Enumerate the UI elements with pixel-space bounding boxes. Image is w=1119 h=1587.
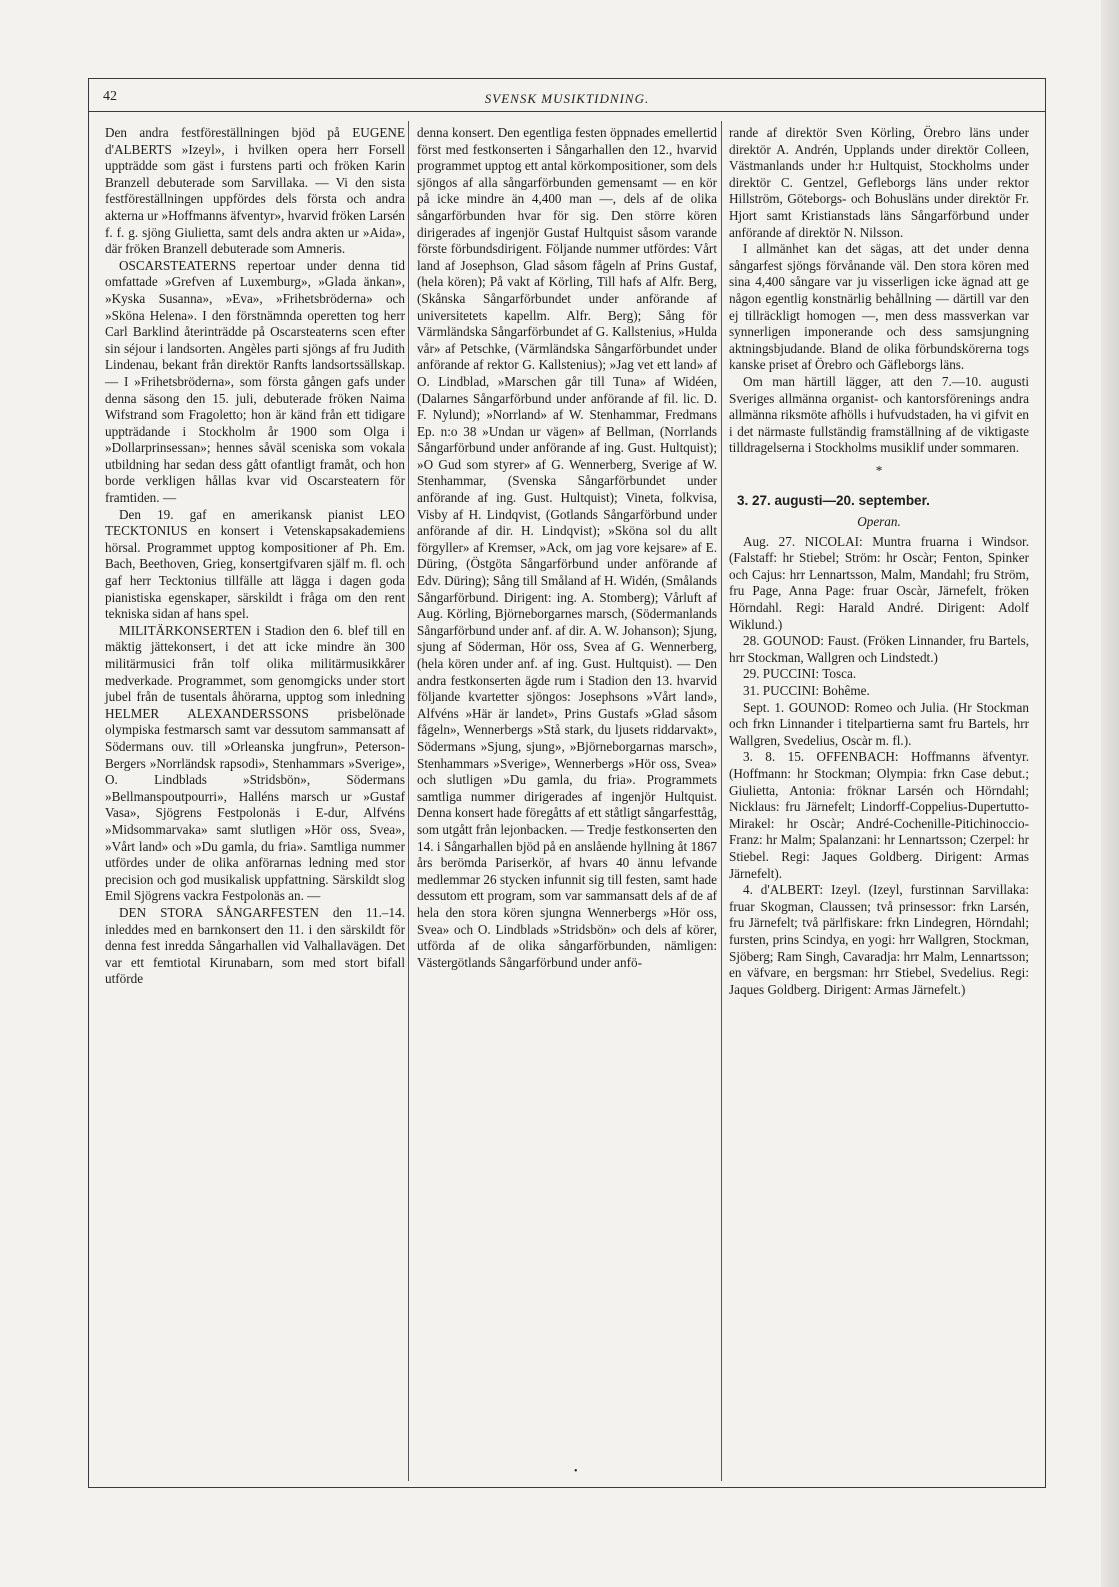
paragraph: Den 19. gaf en amerikansk pianist LEO TECKTONIUS en konsert i Vetenskapsakademiens hörsal. Programmet upptog kompositioner af Ph. Em. Bach, Beethoven, Grieg, konsertgifvaren själf m. fl. och gaf herr Tecktonius tillfälle att lägga i dagen goda pianistiska egenskaper, särskildt i fråga om den rent tekniska sidan af hans spel. (105, 506, 405, 622)
page-number: 42 (103, 89, 117, 104)
subsection-title: Operan. (857, 514, 901, 530)
paragraph: denna konsert. Den egentliga festen öppnades emellertid först med festkonserten i Sångarhallen den 12., hvarvid programmet upptog ett antal körkompositioner, som dels sjöngos af alla sångarförbunden gemensamt — en kör på icke mindre än 4,400 man —, dels af de olika sångarförbunden hvar för sig. Den större kören dirigerades af ingenjör Gustaf Hultquist såsom varande förste förbundsdirigent. Följande nummer utfördes: Vårt land af Josephson, Glad såsom fågeln af Prins Gustaf, (hela kören); På vakt af Körling, Till hafs af Alfr. Berg, (Skånska Sångarförbundet under anförande af universitetets kapellm. Alfr. Berg); Sång för Värmländska Sångarförbundet af G. Kallstenius, »Hulda vår» af Petschke, (Värmländska Sångarförbundet under anförande af rektor G. Kallstenius); »Jag vet ett land» af O. Lindblad, »Marschen går till Tuna» af Widéen, (Dalarnes Sångarförbund under anförande af fil. lic. D. F. Nylund); »Norrland» af W. Stenhammar, Fredmans Ep. n:o 38 »Undan ur vägen» af Bellman, (Norrlands Sångarförbund under anförande af ing. Gust. Hultquist); »O Gud som styrer» af G. Wennerberg, Sverige af W. Stenhammar, (Svenska Sångarförbundet under anförande af ing. Gust. Hultquist); Vineta, folkvisa, Visby af H. Lindqvist, (Gotlands Sångarförbund under anförande af dir. H. Lindqvist); »Sköna sol du allt förgyller» af Kremser, »Ack, om jag vore kejsare» af E. Düring, (Östgöta Sångarförbund under anförande af Edv. Düring); Sång till Småland af H. Widén, (Smålands Sångarförbund. Dirigent: ing. A. Stomberg); Vårluft af Aug. Körling, Björneborgarnes marsch, (Södermanlands Sångarförbund under anf. af dir. A. W. Johanson); Sjung, sjung af Söderman, Hör oss, Svea af G. Wennerberg, (hela kören under anf. af ing. Gust. Hultquist). — Den andra festkonserten ägde rum i Stadion den 13. hvarvid följande kvartetter sjöngos: Josephsons »Vårt land», Alfvéns »Här är landet», Prins Gustafs »Glad såsom fågeln», Wennerbergs »Stå stark, du ljusets riddarvakt», Södermans »Sjung, sjung», »Björneborgarnas marsch», Stenhammars »Sverige», Wennerbergs »Hör oss, Svea» och slutligen »Du gamla, du fria». Programmets samtliga nummer dirigerades af ingenjör Hultquist. Denna konsert hade föregåtts af ett ståtligt sångarfesttåg, som utgått från lejonbacken. — Tredje festkonserten den 14. i Sångarhallen bjöd på en anslående hyllning åt 1867 års berömda Pariserkör, af hvars 40 ännu lefvande medlemmar 26 stycken infunnit sig till festen, samt hade dessutom ett program, som var sammansatt dels af de af hela den stora kören sjungna Wennerbergs »Hör oss, Svea» och O. Lindblads »Stridsbön» och dels af körer, utförda af de olika sångarförbunden, nämligen: Västergötlands Sångarförbund under anfö- (417, 125, 717, 970)
performance-entry: Aug. 27. NICOLAI: Muntra fruarna i Windsor. (Falstaff: hr Stiebel; Ström: hr Oscàr; Fenton, Spinker och Cajus: hrr Lennartsson, Malm, Mandahl; fru Ström, fru Page, Anna Page: fruar Oscàr, Järnefelt, fröken Hörndahl. Regi: Harald André. Dirigent: Adolf Wiklund.) (729, 533, 1029, 632)
performance-entry: 28. GOUNOD: Faust. (Fröken Linnander, fru Bartels, hrr Stockman, Wallgren och Lindstedt.) (729, 633, 1029, 665)
section-title: 3. 27. augusti—20. september. (737, 493, 930, 509)
journal-title: SVENSK MUSIKTIDNING. (484, 91, 650, 106)
paragraph: Om man härtill lägger, att den 7.—10. augusti Sveriges allmänna organist- och kantorsförenings andra allmänna riksmöte afhölls i hufvudstaden, ha vi gifvit en i det närmaste fullständig framställning af de viktigaste tilldragelserna i Stockholms musiklif under sommaren. (729, 373, 1029, 456)
performance-entry: 29. PUCCINI: Tosca. (743, 666, 857, 682)
column-divider (408, 121, 409, 1481)
paragraph: Den andra festföreställningen bjöd på EUGENE d'ALBERTS »Izeyl», i hvilken opera herr Forsell uppträdde som gäst i furstens parti och fröken Karin Branzell debuterade som Sarvillaka. — Vi den sista festföreställningen uppfördes dels första och andra akterna ur »Hoffmanns äfventyr», hvarvid fröken Larsén f. f. g. sjöng Giulietta, samt dels andra akten ur »Aida», där fröken Branzell debuterade som Amneris. (105, 125, 405, 257)
column-1 (105, 125, 405, 988)
column-divider (721, 121, 722, 1481)
paragraph: OSCARSTEATERNS repertoar under denna tid omfattade »Grefven af Luxemburg», »Glada änkan», »Kyska Susanna», »Eva», »Frihetsbröderna» och »Sköna Helena». I den förstnämnda operetten tog herr Carl Barklind återinträdde på Oscarsteaterns scen efter sin séjour i landsorten. Angèles parti sjöngs af fru Judith Lindenau, bekant från direktör Ranfts landsortssällskap. — I »Frihetsbröderna», som första gången gafs under denna säsong den 15. juli, debuterade fröken Naima Wifstrand som Fragoletto; hon är känd från ett tidigare uppträdande i Stockholm år 1900 som Olga i »Dollarprinsessan»; hennes såväl sceniska som vokala utbildning har sedan dess gått ofantligt framåt, och hon borde verkligen hållas kvar vid Oscarsteatern för framtiden. — (105, 257, 405, 506)
performance-entry: 31. PUCCINI: Bohême. (743, 683, 870, 698)
paragraph: rande af direktör Sven Körling, Örebro läns under direktör A. Andrén, Upplands under direktör Colleen, Västmanlands under h:r Hultquist, Stockholms under direktör C. Gentzel, Gefleborgs läns under rektor Hillström, Göteborgs- och Bohusläns under direktör Fr. Hjort samt Kristianstads läns Sångarförbund under anförande af direktör N. Nilsson. (729, 125, 1029, 240)
performance-entry: 3. 8. 15. OFFENBACH: Hoffmanns äfventyr. (Hoffmann: hr Stockman; Olympia: frkn Case debut.; Giulietta, Antonia: fröknar Larsén och Hörndahl; Nicklaus: fru Järnefelt; Lindorff-Coppelius-Dupertutto-Mirakel: hr Oscàr; André-Cochenille-Pitichinoccio-Franz: hr Malm; Spalanzani: hr Lennartsson; Czerpel: hr Stiebel. Regi: Jaques Goldberg. Dirigent: Armas Järnefelt). (729, 749, 1029, 881)
scan-edge (1101, 0, 1119, 1587)
section-separator: * (875, 462, 883, 478)
column-2 (417, 125, 717, 971)
column-3 (729, 125, 1029, 998)
page-frame (88, 78, 1046, 1488)
running-header (89, 79, 1045, 112)
paragraph: MILITÄRKONSERTEN i Stadion den 6. blef till en mäktig jättekonsert, i det att icke mindre än 300 militärmusici från tolf olika militärmusikkårer medverkade. Programmet, som genomgicks under stort jubel från de tusentals åhörarna, upptog som inledning HELMER ALEXANDERSSONS prisbelönade olympiska festmarsch samt var dessutom sammansatt af Södermans ouv. till »Orleanska jungfrun», Peterson-Bergers »Norrländsk rapsodi», Stenhammars »Sverige», O. Lindblads »Stridsbön», Södermans »Bellmanspoutpourri», Halléns marsch ur »Gustaf Vasa», Sjögrens Festpolonäs i E-dur, Alfvéns »Midsommarvaka» samt slutligen »Hör oss, Svea», »Vårt land» och »Du gamla, du fria». Samtliga nummer utfördes under de olika anförarnas ledning med stor precision och god musikalisk uppfattning. Särskildt slog Emil Sjögrens vackra Festpolonäs an. — (105, 622, 405, 904)
paragraph: I allmänhet kan det sägas, att det under denna sångarfest sjöngs förvånande väl. Den stora kören med sina 4,400 sångare var ju visserligen icke ägnad att ge någon egentlig konstnärlig behållning — därtill var den ej tillräckligt homogen —, men dess massverkan var synnerligen imponerande och dess samsjungning aktningsbjudande. Bland de olika förbundskörerna togs kanske priset af Örebro och Gäfleborgs läns. (729, 241, 1029, 373)
paragraph: DEN STORA SÅNGARFESTEN den 11.–14. inleddes med en barnkonsert den 11. i den särskildt för denna fest inredda Sångarhallen vid Valhallavägen. Det var ett femtiotal Kirunabarn, som med stort bifall utförde (105, 904, 405, 987)
performance-entry: Sept. 1. GOUNOD: Romeo och Julia. (Hr Stockman och frkn Linnander i titelpartierna samt fru Bartels, hrr Wallgren, Svedelius, Oscàr m. fl.). (729, 699, 1029, 748)
performance-entry: 4. d'ALBERT: Izeyl. (Izeyl, furstinnan Sarvillaka: fruar Skogman, Claussen; två prinsessor: frkn Larsén, fru Järnefelt; två pärlfiskare: frkn Lindegren, Hörndahl; fursten, prins Scindya, en yogi: hrr Wallgren, Stockman, Sjöberg; Ram Singh, Cavaradja: hrr Malm, Lennartsson; en väfvare, en bergsman: hrr Stiebel, Svedelius. Regi: Jaques Goldberg. Dirigent: Armas Järnefelt.) (729, 882, 1029, 997)
footer-dot: • (574, 1466, 578, 1477)
